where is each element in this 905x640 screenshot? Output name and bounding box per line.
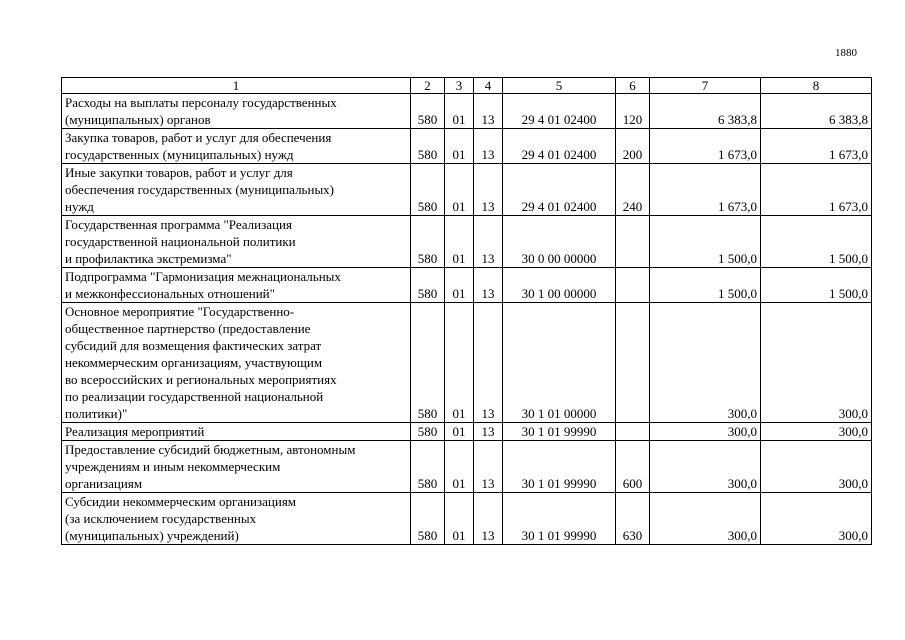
target-article-cell: 30 1 01 99990 — [503, 423, 616, 441]
subsection-code-cell: 13 — [474, 493, 503, 545]
amount-cell: 1 673,0 — [650, 164, 761, 216]
ministry-code-cell: 580 — [411, 129, 445, 164]
target-article-cell: 29 4 01 02400 — [503, 94, 616, 129]
section-code-cell: 01 — [445, 129, 474, 164]
amount-cell: 1 673,0 — [761, 129, 872, 164]
section-code-cell: 01 — [445, 303, 474, 423]
row-name-cell: Иные закупки товаров, работ и услуг для обеспечения государственных (муниципальных) нужд — [62, 164, 411, 216]
expense-type-cell: 240 — [616, 164, 650, 216]
ministry-code-cell: 580 — [411, 303, 445, 423]
row-name-cell: Закупка товаров, работ и услуг для обеспечения государственных (муниципальных) нужд — [62, 129, 411, 164]
amount-cell: 6 383,8 — [761, 94, 872, 129]
section-code-cell: 01 — [445, 423, 474, 441]
table-row — [62, 303, 872, 423]
section-code-cell: 01 — [445, 268, 474, 303]
expense-type-cell — [616, 268, 650, 303]
table-row — [62, 216, 872, 268]
subsection-code-cell: 13 — [474, 216, 503, 268]
amount-cell: 300,0 — [761, 303, 872, 423]
target-article-cell: 30 1 00 00000 — [503, 268, 616, 303]
section-code-cell: 01 — [445, 493, 474, 545]
ministry-code-cell: 580 — [411, 164, 445, 216]
amount-cell: 300,0 — [761, 493, 872, 545]
header-cell: 2 — [411, 78, 445, 94]
table-row — [62, 94, 872, 129]
amount-cell: 300,0 — [761, 423, 872, 441]
expense-type-cell: 600 — [616, 441, 650, 493]
row-name-cell: Реализация мероприятий — [62, 423, 411, 441]
target-article-cell: 29 4 01 02400 — [503, 164, 616, 216]
amount-cell: 300,0 — [650, 493, 761, 545]
target-article-cell: 30 1 01 00000 — [503, 303, 616, 423]
amount-cell: 300,0 — [650, 303, 761, 423]
header-cell: 4 — [474, 78, 503, 94]
target-article-cell: 30 1 01 99990 — [503, 441, 616, 493]
target-article-cell: 30 1 01 99990 — [503, 493, 616, 545]
expense-type-cell: 200 — [616, 129, 650, 164]
table-row — [62, 268, 872, 303]
ministry-code-cell: 580 — [411, 216, 445, 268]
target-article-cell: 30 0 00 00000 — [503, 216, 616, 268]
expense-type-cell — [616, 303, 650, 423]
row-name-cell: Предоставление субсидий бюджетным, автономным учреждениям и иным некоммерческим организациям — [62, 441, 411, 493]
amount-cell: 1 500,0 — [650, 216, 761, 268]
ministry-code-cell: 580 — [411, 493, 445, 545]
header-cell: 1 — [62, 78, 411, 94]
table-row — [62, 423, 872, 441]
row-name-cell: Расходы на выплаты персоналу государственных (муниципальных) органов — [62, 94, 411, 129]
ministry-code-cell: 580 — [411, 268, 445, 303]
amount-cell: 6 383,8 — [650, 94, 761, 129]
amount-cell: 1 673,0 — [650, 129, 761, 164]
target-article-cell: 29 4 01 02400 — [503, 129, 616, 164]
header-cell: 8 — [761, 78, 872, 94]
amount-cell: 1 673,0 — [761, 164, 872, 216]
header-row — [62, 78, 872, 94]
table-row — [62, 493, 872, 545]
header-cell: 6 — [616, 78, 650, 94]
ministry-code-cell: 580 — [411, 423, 445, 441]
ministry-code-cell: 580 — [411, 94, 445, 129]
header-cell: 7 — [650, 78, 761, 94]
section-code-cell: 01 — [445, 94, 474, 129]
expense-type-cell — [616, 216, 650, 268]
row-name-cell: Подпрограмма "Гармонизация межнациональных и межконфессиональных отношений" — [62, 268, 411, 303]
amount-cell: 1 500,0 — [761, 268, 872, 303]
amount-cell: 1 500,0 — [650, 268, 761, 303]
table-row — [62, 441, 872, 493]
row-name-cell: Государственная программа "Реализация государственной национальной политики и профилактика экстремизма" — [62, 216, 411, 268]
amount-cell: 300,0 — [650, 441, 761, 493]
row-name-cell: Субсидии некоммерческим организациям (за исключением государственных (муниципальных) учреждений) — [62, 493, 411, 545]
section-code-cell: 01 — [445, 216, 474, 268]
amount-cell: 1 500,0 — [761, 216, 872, 268]
expense-type-cell: 120 — [616, 94, 650, 129]
amount-cell: 300,0 — [650, 423, 761, 441]
page-number: 1880 — [835, 47, 857, 59]
subsection-code-cell: 13 — [474, 268, 503, 303]
subsection-code-cell: 13 — [474, 129, 503, 164]
amount-cell: 300,0 — [761, 441, 872, 493]
header-cell: 3 — [445, 78, 474, 94]
ministry-code-cell: 580 — [411, 441, 445, 493]
subsection-code-cell: 13 — [474, 423, 503, 441]
subsection-code-cell: 13 — [474, 164, 503, 216]
section-code-cell: 01 — [445, 164, 474, 216]
subsection-code-cell: 13 — [474, 303, 503, 423]
row-name-cell: Основное мероприятие "Государственно- общественное партнерство (предоставление субсидий для возмещения фактических затрат некоммерческим организациям, участвующим во всероссийских и региональных мероприятиях по реализации государственной национальной политики)" — [62, 303, 411, 423]
expense-type-cell — [616, 423, 650, 441]
budget-table — [61, 77, 872, 545]
table-row — [62, 129, 872, 164]
table-row — [62, 164, 872, 216]
expense-type-cell: 630 — [616, 493, 650, 545]
header-cell: 5 — [503, 78, 616, 94]
subsection-code-cell: 13 — [474, 94, 503, 129]
subsection-code-cell: 13 — [474, 441, 503, 493]
section-code-cell: 01 — [445, 441, 474, 493]
